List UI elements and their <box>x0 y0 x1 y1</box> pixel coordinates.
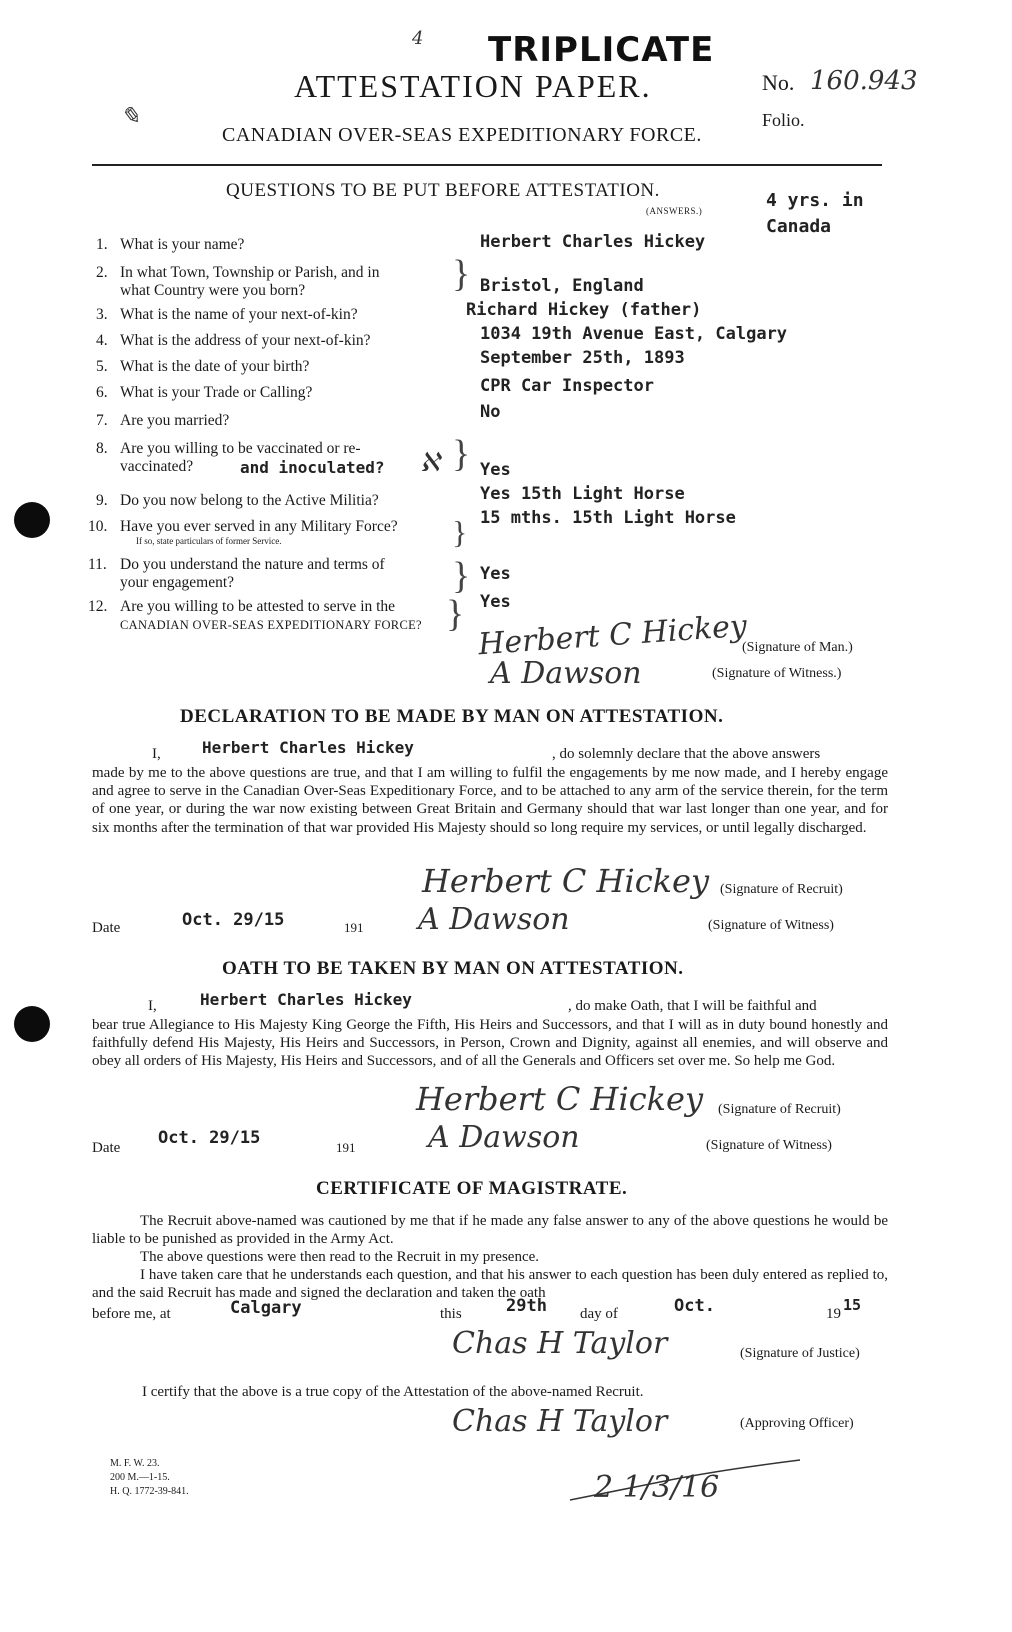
day-of-label: day of <box>580 1306 618 1322</box>
oath-prefix: I, <box>148 998 157 1014</box>
magistrate-year-prefix: 19 <box>826 1306 841 1322</box>
oath-body: bear true Allegiance to His Majesty King George the Fifth, His Heirs and Successors, and that I will as in duty bound honestly and faithfully defend His Majesty, His Heirs and Successors, in Person, Crown and Dignity, against all enemies, and will observe and obey all orders of His Majesty, His Heirs and Successors, and of all the Generals and Officers set over me. So help me God. <box>92 1017 888 1070</box>
question-number: 2. <box>96 264 108 281</box>
declaration-name: Herbert Charles Hickey <box>202 738 414 757</box>
question-text <box>120 332 460 350</box>
question-line: In what Town, Township or Parish, and in <box>120 264 380 281</box>
brace-q2: } <box>452 253 471 295</box>
question-number: 6. <box>96 384 108 401</box>
declaration-line1: , do solemnly declare that the above answers <box>552 746 821 762</box>
magistrate-year: 15 <box>843 1296 862 1314</box>
magistrate-place: Calgary <box>230 1298 302 1318</box>
magistrate-p3: I have taken care that he understands each question, and that his answer to each question has been duly entered as replied to, and the said Recruit has made and signed the declaration and taken the oath <box>92 1267 888 1302</box>
form-number-line2: 200 M.—1-15. <box>110 1472 170 1483</box>
question-number: 9. <box>96 492 108 509</box>
punch-hole-bottom <box>14 1006 50 1042</box>
question-text <box>120 306 460 324</box>
answer-4: 1034 19th Avenue East, Calgary <box>480 324 788 344</box>
magistrate-heading: CERTIFICATE OF MAGISTRATE. <box>316 1178 628 1199</box>
question-number: 7. <box>96 412 108 429</box>
folio-label: Folio. <box>762 110 805 130</box>
magistrate-month: Oct. <box>674 1296 715 1316</box>
footer-pen-stroke <box>560 1440 860 1520</box>
answer-6: CPR Car Inspector <box>480 376 654 396</box>
question-number: 4. <box>96 332 108 349</box>
question-number: 1. <box>96 236 108 253</box>
oath-date-label: Date <box>92 1140 121 1156</box>
question-line-2: your engagement? <box>120 574 235 591</box>
question-number: 11. <box>88 556 107 573</box>
question-line: Have you ever served in any Military Force? <box>120 518 398 535</box>
justice-signature-label: (Signature of Justice) <box>740 1346 860 1361</box>
top-mark: 4 <box>412 28 424 49</box>
oath-signature-witness-label: (Signature of Witness) <box>706 1138 832 1153</box>
magistrate-p1: The Recruit above-named was cautioned by me that if he made any false answer to any of the above questions he would be liable to be punished as provided in the Army Act. <box>92 1213 888 1248</box>
form-number-line3: H. Q. 1772-39-841. <box>110 1486 189 1497</box>
answer-12: Yes <box>480 592 511 612</box>
declaration-date: Oct. 29/15 <box>182 910 285 930</box>
question-line: What is your name? <box>120 236 245 253</box>
signature-witness: A Dawson <box>490 656 642 691</box>
corner-mark: ✎ <box>120 102 141 130</box>
question-number: 3. <box>96 306 108 323</box>
triplicate-stamp: TRIPLICATE <box>488 30 715 70</box>
oath-signature-recruit: Herbert C Hickey <box>416 1080 704 1118</box>
document-title: ATTESTATION PAPER. <box>294 68 652 104</box>
brace-q10: } <box>452 514 468 550</box>
magistrate-p2: The above questions were then read to the Recruit in my presence. <box>140 1249 540 1265</box>
question-line: What is the date of your birth? <box>120 358 310 375</box>
brace-q12: } <box>446 593 465 635</box>
declaration-prefix: I, <box>152 746 161 762</box>
question-line: What is the address of your next-of-kin? <box>120 332 371 349</box>
declaration-heading: DECLARATION TO BE MADE BY MAN ON ATTESTATION. <box>180 706 724 727</box>
oath-heading: OATH TO BE TAKEN BY MAN ON ATTESTATION. <box>222 958 684 979</box>
officer-signature-label: (Approving Officer) <box>740 1416 854 1431</box>
question-line: What is your Trade or Calling? <box>120 384 313 401</box>
header-rule <box>92 164 882 166</box>
this-label: this <box>440 1306 462 1322</box>
answer-2: Bristol, England <box>480 276 644 296</box>
form-number-line1: M. F. W. 23. <box>110 1458 160 1469</box>
question-line-2: what Country were you born? <box>120 282 306 299</box>
declaration-year-prefix: 191 <box>344 920 364 935</box>
number-label: No. <box>762 70 795 95</box>
brace-q8: } <box>452 433 471 475</box>
declaration-signature-witness: A Dawson <box>418 902 570 937</box>
before-label: before me, at <box>92 1306 171 1322</box>
question-text <box>120 518 460 547</box>
oath-name: Herbert Charles Hickey <box>200 990 412 1009</box>
answers-label: (ANSWERS.) <box>646 206 703 216</box>
certify-text: I certify that the above is a true copy of the Attestation of the above-named Recruit. <box>142 1384 644 1400</box>
oath-signature-witness: A Dawson <box>428 1120 580 1155</box>
declaration-signature-witness-label: (Signature of Witness) <box>708 918 834 933</box>
force-subtitle: CANADIAN OVER-SEAS EXPEDITIONARY FORCE. <box>222 124 702 146</box>
question-text <box>120 556 460 592</box>
question-text <box>120 384 460 402</box>
question-number: 12. <box>88 598 108 615</box>
question-line: Are you willing to be attested to serve in the <box>120 598 396 615</box>
declaration-body: made by me to the above questions are true, and that I am willing to fulfil the engagements by me now made, and I hereby engage and agree to serve in the Canadian Over-Seas Expeditionary Force, and to be attached to any arm of the service therein, for the term of one year, or during the war now existing between Great Britain and Germany should that war last longer than one year, and for six months after the termination of that war provided His Majesty should so long require my services, or until legally discharged. <box>92 765 888 836</box>
answer-11: Yes <box>480 564 511 584</box>
answer-1: Herbert Charles Hickey <box>480 232 706 252</box>
question-line: Are you willing to be vaccinated or re- <box>120 440 361 457</box>
officer-signature: Chas H Taylor <box>452 1404 668 1439</box>
question-line: Do you understand the nature and terms of <box>120 556 385 573</box>
brace-q11: } <box>452 555 471 597</box>
question-number: 8. <box>96 440 108 457</box>
answer-3: Richard Hickey (father) <box>466 300 702 320</box>
question-text <box>120 358 460 376</box>
answer-9: Yes 15th Light Horse <box>480 484 685 504</box>
question-text <box>120 412 460 430</box>
signature-witness-label: (Signature of Witness.) <box>712 666 842 681</box>
q8-scribble: ℵ <box>420 448 440 478</box>
question-line: Are you married? <box>120 412 230 429</box>
oath-year-prefix: 191 <box>336 1140 356 1155</box>
regimental-number: 160.943 <box>810 66 918 96</box>
signature-man: Herbert C Hickey <box>477 608 748 663</box>
magistrate-day: 29th <box>506 1296 547 1316</box>
margin-note-years: 4 yrs. in <box>766 190 864 211</box>
question-8-typed-addition: and inoculated? <box>240 458 385 477</box>
questions-heading: QUESTIONS TO BE PUT BEFORE ATTESTATION. <box>226 180 660 201</box>
question-text <box>120 236 460 254</box>
question-line-2: If so, state particulars of former Service. <box>136 536 282 546</box>
oath-signature-recruit-label: (Signature of Recruit) <box>718 1102 841 1117</box>
punch-hole-top <box>14 502 50 538</box>
footer-handwritten-note: 2 1/3/16 <box>594 1470 720 1505</box>
question-text <box>120 598 460 634</box>
question-number: 10. <box>88 518 108 535</box>
declaration-signature-recruit: Herbert C Hickey <box>422 862 710 900</box>
declaration-date-label: Date <box>92 920 121 936</box>
question-line: What is the name of your next-of-kin? <box>120 306 358 323</box>
answer-10: 15 mths. 15th Light Horse <box>480 508 736 528</box>
question-line-2: CANADIAN OVER-SEAS EXPEDITIONARY FORCE? <box>120 618 422 632</box>
declaration-signature-recruit-label: (Signature of Recruit) <box>720 882 843 897</box>
oath-date: Oct. 29/15 <box>158 1128 261 1148</box>
question-text <box>120 492 460 510</box>
justice-signature: Chas H Taylor <box>452 1326 668 1361</box>
answer-7: No <box>480 402 501 422</box>
margin-note-canada: Canada <box>766 216 832 237</box>
signature-man-label: (Signature of Man.) <box>742 640 853 655</box>
oath-line1: , do make Oath, that I will be faithful and <box>568 998 817 1014</box>
question-text <box>120 264 460 300</box>
question-line: Do you now belong to the Active Militia? <box>120 492 379 509</box>
question-number: 5. <box>96 358 108 375</box>
answer-5: September 25th, 1893 <box>480 348 685 368</box>
question-line-2: vaccinated? <box>120 458 194 475</box>
answer-8: Yes <box>480 460 511 480</box>
